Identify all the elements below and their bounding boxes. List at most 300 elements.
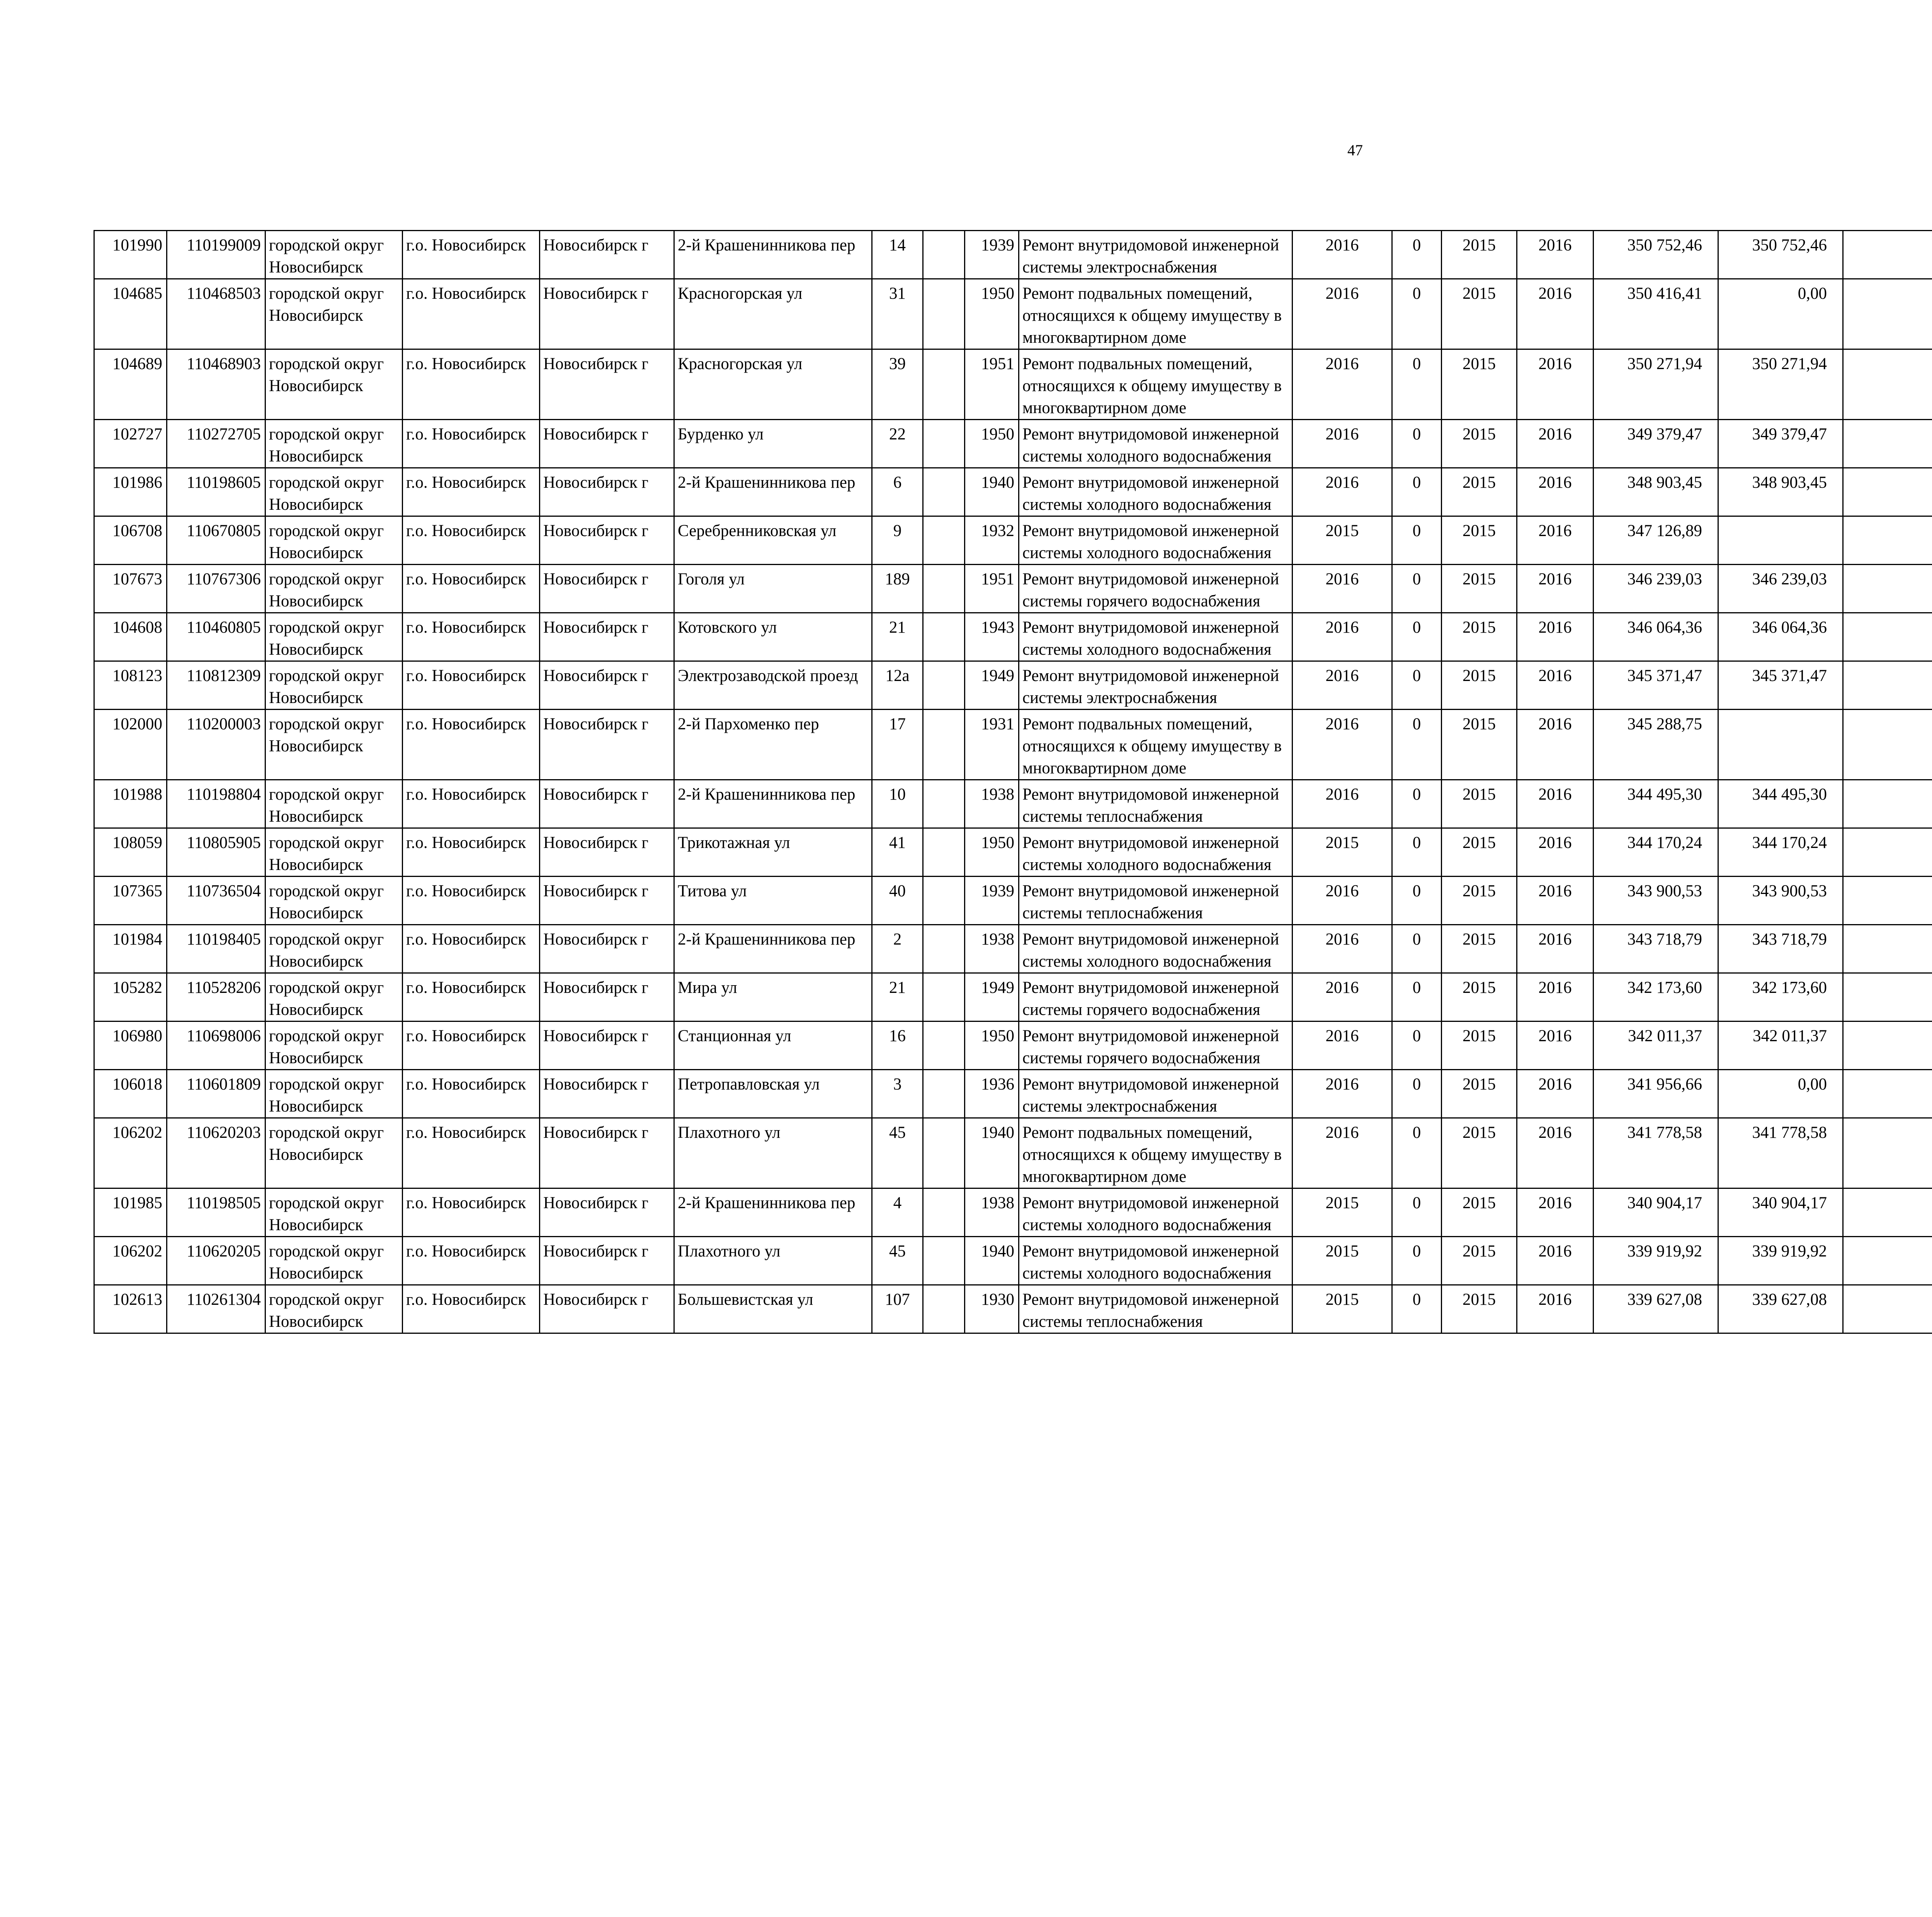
city-cell: Новосибирск г xyxy=(540,231,674,279)
housing-cell xyxy=(923,1285,965,1333)
total-cost-cell: 345 288,75 xyxy=(1594,710,1718,780)
district-cell: г.о. Новосибирск xyxy=(403,877,540,925)
extra-amount-cell xyxy=(1843,1237,1932,1285)
year-to-cell: 2016 xyxy=(1517,780,1594,828)
housing-cell xyxy=(923,973,965,1021)
fund-cost-cell: 342 173,60 xyxy=(1718,973,1843,1021)
district-cell: г.о. Новосибирск xyxy=(403,661,540,710)
row-id-cell: 106202 xyxy=(94,1237,167,1285)
work-type-cell: Ремонт подвальных помещений, относящихся к общему имуществу в многоквартирном доме xyxy=(1019,279,1293,349)
city-cell: Новосибирск г xyxy=(540,710,674,780)
total-cost-cell: 341 956,66 xyxy=(1594,1070,1718,1118)
municipality-cell: городской округ Новосибирск xyxy=(265,661,403,710)
plan-year-cell: 2016 xyxy=(1293,780,1392,828)
fund-cost-cell: 346 239,03 xyxy=(1718,565,1843,613)
house-number-cell: 31 xyxy=(872,279,923,349)
street-cell: Мира ул xyxy=(674,973,872,1021)
extra-amount-cell xyxy=(1843,279,1932,349)
plan-year-cell: 2016 xyxy=(1293,661,1392,710)
extra-amount-cell xyxy=(1843,710,1932,780)
district-cell: г.о. Новосибирск xyxy=(403,925,540,973)
street-cell: Петропавловская ул xyxy=(674,1070,872,1118)
extra-amount-cell xyxy=(1843,613,1932,661)
municipality-cell: городской округ Новосибирск xyxy=(265,1118,403,1188)
housing-cell xyxy=(923,877,965,925)
year-to-cell: 2016 xyxy=(1517,349,1594,420)
row-id-cell: 105282 xyxy=(94,973,167,1021)
year-from-cell: 2015 xyxy=(1442,1118,1517,1188)
year-from-cell: 2015 xyxy=(1442,1285,1517,1333)
total-cost-cell: 350 271,94 xyxy=(1594,349,1718,420)
municipality-cell: городской округ Новосибирск xyxy=(265,516,403,565)
zero-value-cell: 0 xyxy=(1392,1237,1442,1285)
year-to-cell: 2016 xyxy=(1517,1021,1594,1070)
plan-year-cell: 2015 xyxy=(1293,1285,1392,1333)
extra-amount-cell xyxy=(1843,349,1932,420)
year-from-cell: 2015 xyxy=(1442,349,1517,420)
row-id-cell: 108123 xyxy=(94,661,167,710)
extra-amount-cell xyxy=(1843,516,1932,565)
city-cell: Новосибирск г xyxy=(540,1188,674,1237)
city-cell: Новосибирск г xyxy=(540,468,674,516)
table-row xyxy=(94,1021,1932,1070)
row-id-cell: 102727 xyxy=(94,420,167,468)
house-number-cell: 17 xyxy=(872,710,923,780)
fund-cost-cell: 0,00 xyxy=(1718,279,1843,349)
street-cell: Бурденко ул xyxy=(674,420,872,468)
work-type-cell: Ремонт внутридомовой инженерной системы холодного водоснабжения xyxy=(1019,828,1293,877)
table-row xyxy=(94,780,1932,828)
year-built-cell: 1938 xyxy=(965,780,1019,828)
district-cell: г.о. Новосибирск xyxy=(403,231,540,279)
house-number-cell: 10 xyxy=(872,780,923,828)
year-built-cell: 1930 xyxy=(965,1285,1019,1333)
work-type-cell: Ремонт внутридомовой инженерной системы холодного водоснабжения xyxy=(1019,516,1293,565)
district-cell: г.о. Новосибирск xyxy=(403,710,540,780)
extra-amount-cell xyxy=(1843,877,1932,925)
district-cell: г.о. Новосибирск xyxy=(403,1021,540,1070)
total-cost-cell: 342 011,37 xyxy=(1594,1021,1718,1070)
fund-cost-cell: 339 627,08 xyxy=(1718,1285,1843,1333)
year-built-cell: 1949 xyxy=(965,661,1019,710)
total-cost-cell: 343 718,79 xyxy=(1594,925,1718,973)
street-cell: Большевистская ул xyxy=(674,1285,872,1333)
district-cell: г.о. Новосибирск xyxy=(403,973,540,1021)
district-cell: г.о. Новосибирск xyxy=(403,420,540,468)
municipality-cell: городской округ Новосибирск xyxy=(265,420,403,468)
year-to-cell: 2016 xyxy=(1517,877,1594,925)
zero-value-cell: 0 xyxy=(1392,780,1442,828)
year-to-cell: 2016 xyxy=(1517,1237,1594,1285)
municipality-cell: городской округ Новосибирск xyxy=(265,349,403,420)
year-built-cell: 1936 xyxy=(965,1070,1019,1118)
housing-cell xyxy=(923,1021,965,1070)
row-id-cell: 102000 xyxy=(94,710,167,780)
house-number-cell: 14 xyxy=(872,231,923,279)
city-cell: Новосибирск г xyxy=(540,279,674,349)
work-type-cell: Ремонт внутридомовой инженерной системы холодного водоснабжения xyxy=(1019,1188,1293,1237)
city-cell: Новосибирск г xyxy=(540,877,674,925)
row-code-cell: 110736504 xyxy=(167,877,265,925)
extra-amount-cell xyxy=(1843,420,1932,468)
housing-cell xyxy=(923,349,965,420)
plan-year-cell: 2016 xyxy=(1293,231,1392,279)
year-to-cell: 2016 xyxy=(1517,231,1594,279)
municipality-cell: городской округ Новосибирск xyxy=(265,279,403,349)
extra-amount-cell xyxy=(1843,1021,1932,1070)
fund-cost-cell xyxy=(1718,516,1843,565)
fund-cost-cell: 346 064,36 xyxy=(1718,613,1843,661)
zero-value-cell: 0 xyxy=(1392,565,1442,613)
row-id-cell: 104689 xyxy=(94,349,167,420)
zero-value-cell: 0 xyxy=(1392,828,1442,877)
district-cell: г.о. Новосибирск xyxy=(403,1118,540,1188)
year-to-cell: 2016 xyxy=(1517,828,1594,877)
plan-year-cell: 2016 xyxy=(1293,468,1392,516)
year-from-cell: 2015 xyxy=(1442,1188,1517,1237)
plan-year-cell: 2016 xyxy=(1293,420,1392,468)
fund-cost-cell: 340 904,17 xyxy=(1718,1188,1843,1237)
street-cell: Титова ул xyxy=(674,877,872,925)
housing-cell xyxy=(923,1070,965,1118)
total-cost-cell: 346 239,03 xyxy=(1594,565,1718,613)
year-built-cell: 1939 xyxy=(965,877,1019,925)
municipality-cell: городской округ Новосибирск xyxy=(265,1070,403,1118)
housing-cell xyxy=(923,231,965,279)
house-number-cell: 22 xyxy=(872,420,923,468)
street-cell: Трикотажная ул xyxy=(674,828,872,877)
table-row xyxy=(94,1070,1932,1118)
table-row xyxy=(94,1285,1932,1333)
extra-amount-cell xyxy=(1843,468,1932,516)
housing-cell xyxy=(923,613,965,661)
house-number-cell: 3 xyxy=(872,1070,923,1118)
work-type-cell: Ремонт внутридомовой инженерной системы горячего водоснабжения xyxy=(1019,1021,1293,1070)
row-id-cell: 104608 xyxy=(94,613,167,661)
city-cell: Новосибирск г xyxy=(540,925,674,973)
extra-amount-cell xyxy=(1843,661,1932,710)
district-cell: г.о. Новосибирск xyxy=(403,468,540,516)
page-number: 47 xyxy=(1347,141,1363,159)
row-id-cell: 101990 xyxy=(94,231,167,279)
table-row xyxy=(94,349,1932,420)
house-number-cell: 41 xyxy=(872,828,923,877)
district-cell: г.о. Новосибирск xyxy=(403,565,540,613)
row-code-cell: 110198804 xyxy=(167,780,265,828)
district-cell: г.о. Новосибирск xyxy=(403,828,540,877)
table-row xyxy=(94,565,1932,613)
housing-cell xyxy=(923,468,965,516)
street-cell: 2-й Пархоменко пер xyxy=(674,710,872,780)
table-row xyxy=(94,1118,1932,1188)
plan-year-cell: 2016 xyxy=(1293,1118,1392,1188)
street-cell: Красногорская ул xyxy=(674,279,872,349)
municipality-cell: городской округ Новосибирск xyxy=(265,1021,403,1070)
year-to-cell: 2016 xyxy=(1517,565,1594,613)
municipality-cell: городской округ Новосибирск xyxy=(265,1285,403,1333)
year-built-cell: 1951 xyxy=(965,349,1019,420)
house-number-cell: 189 xyxy=(872,565,923,613)
year-from-cell: 2015 xyxy=(1442,1070,1517,1118)
work-type-cell: Ремонт внутридомовой инженерной системы холодного водоснабжения xyxy=(1019,925,1293,973)
municipality-cell: городской округ Новосибирск xyxy=(265,780,403,828)
table-container xyxy=(94,230,1932,1334)
municipality-cell: городской округ Новосибирск xyxy=(265,1188,403,1237)
city-cell: Новосибирск г xyxy=(540,1070,674,1118)
plan-year-cell: 2016 xyxy=(1293,973,1392,1021)
zero-value-cell: 0 xyxy=(1392,1188,1442,1237)
year-from-cell: 2015 xyxy=(1442,516,1517,565)
plan-year-cell: 2016 xyxy=(1293,925,1392,973)
total-cost-cell: 339 627,08 xyxy=(1594,1285,1718,1333)
plan-year-cell: 2016 xyxy=(1293,877,1392,925)
fund-cost-cell: 339 919,92 xyxy=(1718,1237,1843,1285)
total-cost-cell: 348 903,45 xyxy=(1594,468,1718,516)
repair-plan-table xyxy=(94,230,1932,1334)
table-row xyxy=(94,279,1932,349)
street-cell: Серебренниковская ул xyxy=(674,516,872,565)
extra-amount-cell xyxy=(1843,973,1932,1021)
zero-value-cell: 0 xyxy=(1392,279,1442,349)
municipality-cell: городской округ Новосибирск xyxy=(265,231,403,279)
table-row xyxy=(94,973,1932,1021)
street-cell: 2-й Крашенинникова пер xyxy=(674,1188,872,1237)
district-cell: г.о. Новосибирск xyxy=(403,1285,540,1333)
year-from-cell: 2015 xyxy=(1442,420,1517,468)
year-to-cell: 2016 xyxy=(1517,1285,1594,1333)
housing-cell xyxy=(923,1118,965,1188)
work-type-cell: Ремонт внутридомовой инженерной системы холодного водоснабжения xyxy=(1019,468,1293,516)
row-id-cell: 106980 xyxy=(94,1021,167,1070)
city-cell: Новосибирск г xyxy=(540,516,674,565)
year-from-cell: 2015 xyxy=(1442,877,1517,925)
housing-cell xyxy=(923,565,965,613)
zero-value-cell: 0 xyxy=(1392,710,1442,780)
year-from-cell: 2015 xyxy=(1442,1021,1517,1070)
municipality-cell: городской округ Новосибирск xyxy=(265,973,403,1021)
city-cell: Новосибирск г xyxy=(540,565,674,613)
work-type-cell: Ремонт внутридомовой инженерной системы холодного водоснабжения xyxy=(1019,420,1293,468)
row-code-cell: 110272705 xyxy=(167,420,265,468)
plan-year-cell: 2016 xyxy=(1293,565,1392,613)
street-cell: Плахотного ул xyxy=(674,1118,872,1188)
row-code-cell: 110198505 xyxy=(167,1188,265,1237)
extra-amount-cell xyxy=(1843,1188,1932,1237)
house-number-cell: 45 xyxy=(872,1118,923,1188)
work-type-cell: Ремонт внутридомовой инженерной системы электроснабжения xyxy=(1019,1070,1293,1118)
work-type-cell: Ремонт подвальных помещений, относящихся к общему имуществу в многоквартирном доме xyxy=(1019,710,1293,780)
street-cell: 2-й Крашенинникова пер xyxy=(674,468,872,516)
year-from-cell: 2015 xyxy=(1442,828,1517,877)
municipality-cell: городской округ Новосибирск xyxy=(265,877,403,925)
zero-value-cell: 0 xyxy=(1392,973,1442,1021)
year-built-cell: 1940 xyxy=(965,468,1019,516)
zero-value-cell: 0 xyxy=(1392,231,1442,279)
city-cell: Новосибирск г xyxy=(540,973,674,1021)
extra-amount-cell xyxy=(1843,1285,1932,1333)
work-type-cell: Ремонт внутридомовой инженерной системы теплоснабжения xyxy=(1019,877,1293,925)
housing-cell xyxy=(923,925,965,973)
year-built-cell: 1951 xyxy=(965,565,1019,613)
extra-amount-cell xyxy=(1843,925,1932,973)
street-cell: Станционная ул xyxy=(674,1021,872,1070)
row-code-cell: 110601809 xyxy=(167,1070,265,1118)
district-cell: г.о. Новосибирск xyxy=(403,1070,540,1118)
zero-value-cell: 0 xyxy=(1392,661,1442,710)
fund-cost-cell: 350 271,94 xyxy=(1718,349,1843,420)
house-number-cell: 45 xyxy=(872,1237,923,1285)
table-row xyxy=(94,828,1932,877)
city-cell: Новосибирск г xyxy=(540,349,674,420)
city-cell: Новосибирск г xyxy=(540,1021,674,1070)
housing-cell xyxy=(923,828,965,877)
table-row xyxy=(94,925,1932,973)
year-to-cell: 2016 xyxy=(1517,1188,1594,1237)
city-cell: Новосибирск г xyxy=(540,1118,674,1188)
work-type-cell: Ремонт внутридомовой инженерной системы электроснабжения xyxy=(1019,661,1293,710)
work-type-cell: Ремонт внутридомовой инженерной системы холодного водоснабжения xyxy=(1019,613,1293,661)
housing-cell xyxy=(923,661,965,710)
row-id-cell: 107365 xyxy=(94,877,167,925)
street-cell: Котовского ул xyxy=(674,613,872,661)
fund-cost-cell: 343 718,79 xyxy=(1718,925,1843,973)
year-from-cell: 2015 xyxy=(1442,661,1517,710)
row-code-cell: 110199009 xyxy=(167,231,265,279)
row-id-cell: 101988 xyxy=(94,780,167,828)
housing-cell xyxy=(923,1237,965,1285)
total-cost-cell: 344 495,30 xyxy=(1594,780,1718,828)
house-number-cell: 39 xyxy=(872,349,923,420)
year-to-cell: 2016 xyxy=(1517,468,1594,516)
table-row xyxy=(94,420,1932,468)
street-cell: Плахотного ул xyxy=(674,1237,872,1285)
table-row xyxy=(94,468,1932,516)
row-code-cell: 110460805 xyxy=(167,613,265,661)
fund-cost-cell: 343 900,53 xyxy=(1718,877,1843,925)
table-row xyxy=(94,231,1932,279)
city-cell: Новосибирск г xyxy=(540,661,674,710)
work-type-cell: Ремонт внутридомовой инженерной системы теплоснабжения xyxy=(1019,780,1293,828)
house-number-cell: 16 xyxy=(872,1021,923,1070)
zero-value-cell: 0 xyxy=(1392,468,1442,516)
total-cost-cell: 350 752,46 xyxy=(1594,231,1718,279)
total-cost-cell: 342 173,60 xyxy=(1594,973,1718,1021)
year-built-cell: 1950 xyxy=(965,1021,1019,1070)
year-built-cell: 1949 xyxy=(965,973,1019,1021)
total-cost-cell: 341 778,58 xyxy=(1594,1118,1718,1188)
house-number-cell: 9 xyxy=(872,516,923,565)
year-from-cell: 2015 xyxy=(1442,710,1517,780)
row-code-cell: 110468503 xyxy=(167,279,265,349)
municipality-cell: городской округ Новосибирск xyxy=(265,468,403,516)
fund-cost-cell: 0,00 xyxy=(1718,1070,1843,1118)
work-type-cell: Ремонт внутридомовой инженерной системы электроснабжения xyxy=(1019,231,1293,279)
housing-cell xyxy=(923,780,965,828)
plan-year-cell: 2016 xyxy=(1293,1021,1392,1070)
fund-cost-cell: 342 011,37 xyxy=(1718,1021,1843,1070)
year-built-cell: 1932 xyxy=(965,516,1019,565)
year-from-cell: 2015 xyxy=(1442,925,1517,973)
year-to-cell: 2016 xyxy=(1517,1070,1594,1118)
total-cost-cell: 340 904,17 xyxy=(1594,1188,1718,1237)
zero-value-cell: 0 xyxy=(1392,877,1442,925)
work-type-cell: Ремонт подвальных помещений, относящихся к общему имуществу в многоквартирном доме xyxy=(1019,1118,1293,1188)
year-from-cell: 2015 xyxy=(1442,973,1517,1021)
housing-cell xyxy=(923,279,965,349)
zero-value-cell: 0 xyxy=(1392,1118,1442,1188)
row-id-cell: 106202 xyxy=(94,1118,167,1188)
house-number-cell: 21 xyxy=(872,973,923,1021)
extra-amount-cell xyxy=(1843,231,1932,279)
row-code-cell: 110620203 xyxy=(167,1118,265,1188)
municipality-cell: городской округ Новосибирск xyxy=(265,1237,403,1285)
year-from-cell: 2015 xyxy=(1442,780,1517,828)
extra-amount-cell xyxy=(1843,565,1932,613)
work-type-cell: Ремонт внутридомовой инженерной системы горячего водоснабжения xyxy=(1019,973,1293,1021)
municipality-cell: городской округ Новосибирск xyxy=(265,565,403,613)
house-number-cell: 6 xyxy=(872,468,923,516)
street-cell: 2-й Крашенинникова пер xyxy=(674,780,872,828)
city-cell: Новосибирск г xyxy=(540,613,674,661)
district-cell: г.о. Новосибирск xyxy=(403,780,540,828)
year-from-cell: 2015 xyxy=(1442,1237,1517,1285)
fund-cost-cell: 344 495,30 xyxy=(1718,780,1843,828)
table-row xyxy=(94,877,1932,925)
house-number-cell: 107 xyxy=(872,1285,923,1333)
row-code-cell: 110620205 xyxy=(167,1237,265,1285)
zero-value-cell: 0 xyxy=(1392,516,1442,565)
work-type-cell: Ремонт внутридомовой инженерной системы горячего водоснабжения xyxy=(1019,565,1293,613)
row-id-cell: 108059 xyxy=(94,828,167,877)
work-type-cell: Ремонт внутридомовой инженерной системы теплоснабжения xyxy=(1019,1285,1293,1333)
row-id-cell: 102613 xyxy=(94,1285,167,1333)
row-code-cell: 110468903 xyxy=(167,349,265,420)
zero-value-cell: 0 xyxy=(1392,613,1442,661)
year-to-cell: 2016 xyxy=(1517,516,1594,565)
year-from-cell: 2015 xyxy=(1442,279,1517,349)
year-built-cell: 1950 xyxy=(965,420,1019,468)
plan-year-cell: 2016 xyxy=(1293,279,1392,349)
city-cell: Новосибирск г xyxy=(540,828,674,877)
row-id-cell: 106018 xyxy=(94,1070,167,1118)
zero-value-cell: 0 xyxy=(1392,925,1442,973)
row-id-cell: 101985 xyxy=(94,1188,167,1237)
total-cost-cell: 349 379,47 xyxy=(1594,420,1718,468)
district-cell: г.о. Новосибирск xyxy=(403,1188,540,1237)
fund-cost-cell xyxy=(1718,710,1843,780)
row-id-cell: 107673 xyxy=(94,565,167,613)
row-code-cell: 110812309 xyxy=(167,661,265,710)
year-to-cell: 2016 xyxy=(1517,420,1594,468)
house-number-cell: 2 xyxy=(872,925,923,973)
zero-value-cell: 0 xyxy=(1392,1021,1442,1070)
street-cell: 2-й Крашенинникова пер xyxy=(674,231,872,279)
table-body xyxy=(94,231,1932,1333)
row-id-cell: 106708 xyxy=(94,516,167,565)
row-id-cell: 104685 xyxy=(94,279,167,349)
year-from-cell: 2015 xyxy=(1442,468,1517,516)
fund-cost-cell: 345 371,47 xyxy=(1718,661,1843,710)
row-code-cell: 110805905 xyxy=(167,828,265,877)
year-to-cell: 2016 xyxy=(1517,661,1594,710)
total-cost-cell: 345 371,47 xyxy=(1594,661,1718,710)
zero-value-cell: 0 xyxy=(1392,1070,1442,1118)
street-cell: 2-й Крашенинникова пер xyxy=(674,925,872,973)
house-number-cell: 4 xyxy=(872,1188,923,1237)
row-code-cell: 110198605 xyxy=(167,468,265,516)
city-cell: Новосибирск г xyxy=(540,420,674,468)
year-built-cell: 1939 xyxy=(965,231,1019,279)
